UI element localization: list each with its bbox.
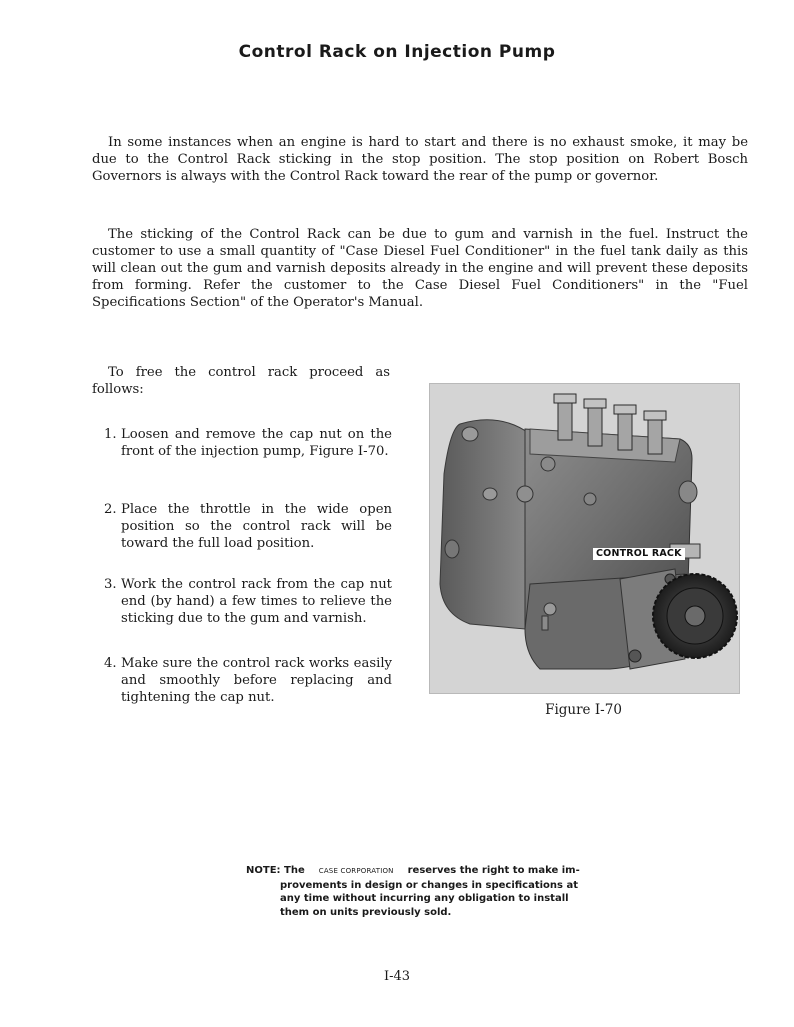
paragraph-gum-varnish: The sticking of the Control Rack can be due to gum and varnish in the fuel. Instruct the customer to use a small quantity of "Case Diesel Fuel Conditioner" in the fuel tank daily as this will clean out the gum and varnish deposits already in the engine and will prevent these deposits from forming. Refer the customer to the Case Diesel Fuel Conditioners" in the "Fuel Specifications Section" of the Operator's Manual. [92,227,748,310]
company-name: CASE CORPORATION [318,867,394,875]
step-text: Work the control rack from the cap nut end (by hand) a few times to relieve the sticking due to the gum and varnish. [121,577,392,626]
step-text: Make sure the control rack works easily and smoothly before replacing and tightening the cap nut. [121,656,392,705]
injection-pump-photo [429,383,740,694]
figure-caption: Figure I-70 [545,702,622,718]
step-number: 4. [104,656,117,671]
procedure-intro: To free the control rack proceed as follows: [92,365,390,397]
procedure-step [104,576,392,627]
note-first-line [246,864,592,879]
step-text: Place the throttle in the wide open position so the control rack will be toward the full load position. [121,502,392,551]
paragraph-hard-start: In some instances when an engine is hard to start and there is no exhaust smoke, it may be due to the Control Rack sticking in the stop position. The stop position on Robert Bosch Governors is always with the Control Rack toward the rear of the pump or governor. [92,135,748,184]
note-text-start: reserves the right to make im- [407,865,580,876]
note-text-rest: provements in design or changes in specifications at any time without incurring any obligation to install them on units previously sold. [280,879,578,918]
procedure-step [104,655,392,706]
procedure-step [104,501,392,552]
page-number: I-43 [383,969,411,984]
note-prefix: NOTE: The [246,865,305,876]
step-text: Loosen and remove the cap nut on the front of the injection pump, Figure I-70. [121,427,392,459]
procedure-step [104,426,392,460]
step-number: 1. [104,427,117,442]
control-rack-callout: CONTROL RACK [593,548,685,560]
note-block [246,864,592,919]
page-title: Control Rack on Injection Pump [238,42,556,62]
step-number: 3. [104,577,117,592]
injection-pump-illustration [430,384,739,693]
step-number: 2. [104,502,117,517]
